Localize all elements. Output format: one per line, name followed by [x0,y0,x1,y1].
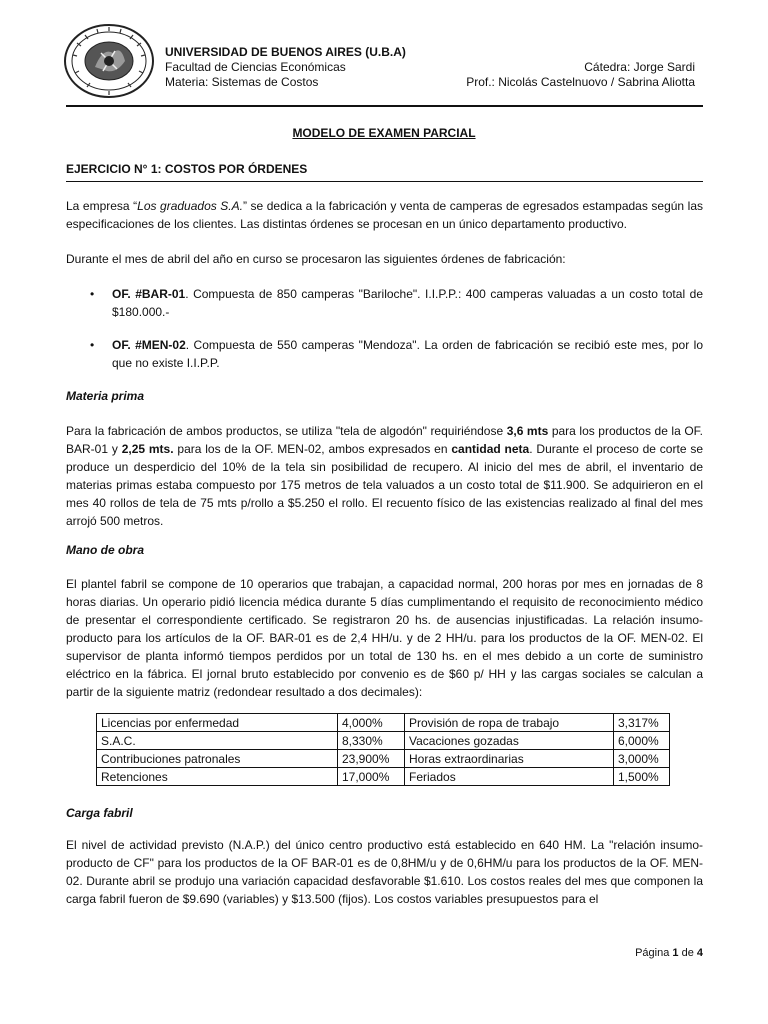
intro-text-end: ” se dedica a la fabricación y venta de camperas de egresados estampadas según las especificaciones de los clientes. Las distintas órdenes se procesan en un único departamento productivo. [66,199,703,231]
intro-paragraph [66,197,703,233]
table-cell: Contribuciones patronales [97,750,338,768]
bold-fragment: cantidad neta [451,442,530,456]
intro-text-start: La empresa “ [66,199,138,213]
section-heading-materia-prima: Materia prima [66,389,145,403]
subject-name: Materia: Sistemas de Costos [165,75,319,89]
page-number-footer [635,947,703,959]
total-pages-number: 4 [696,947,703,959]
footer-label: Página [635,947,673,959]
text-fragment: Para la fabricación de ambos productos, se utiliza "tela de algodón" requiriéndose [66,424,507,438]
text-fragment: . Durante el proceso de corte se produce un desperdicio del 10% de la tela sin posibilidad de recupero. Al inicio del mes de abril, el inventario de materias primas estaba compuesto por 175 metros de tela valuados a un costo total de $11.900. Se adquirieron en el mes 40 rollos de tela de 75 mts p/rollo a $5.250 el rollo. El recuento físico de las existencias realizado al final del mes arrojó 500 metros. [66,442,703,528]
university-seal-logo [63,23,155,99]
current-page-number: 1 [672,947,679,959]
table-cell: Provisión de ropa de trabajo [405,714,614,732]
order-code: OF. #BAR-01 [112,287,186,301]
table-cell: 4,000% [338,714,405,732]
exam-title: MODELO DE EXAMEN PARCIAL [292,126,476,140]
order-item [112,336,703,372]
exercise-title: EJERCICIO N° 1: COSTOS POR ÓRDENES [66,162,308,176]
section-heading-carga-fabril: Carga fabril [66,806,133,820]
table-cell: Retenciones [97,768,338,786]
table-cell: 6,000% [614,732,670,750]
table-cell: 23,900% [338,750,405,768]
company-name: Los graduados S.A. [137,199,243,213]
table-cell: Horas extraordinarias [405,750,614,768]
table-row [97,750,670,768]
table-row [97,768,670,786]
order-description: . Compuesta de 550 camperas "Mendoza". La orden de fabricación se recibió este mes, por lo que no existe I.I.P.P. [112,338,703,370]
table-cell: Feriados [405,768,614,786]
text-fragment: para los de la OF. MEN-02, ambos expresados en [173,442,452,456]
chair-name: Cátedra: Jorge Sardi [584,60,695,74]
table-cell: 1,500% [614,768,670,786]
table-cell: 3,317% [614,714,670,732]
section-heading-mano-de-obra: Mano de obra [66,543,145,557]
bullet-icon: • [90,338,95,352]
table-row [97,714,670,732]
header-divider [66,105,703,107]
university-name: UNIVERSIDAD DE BUENOS AIRES (U.B.A) [165,45,406,59]
table-cell: S.A.C. [97,732,338,750]
table-cell: 3,000% [614,750,670,768]
professors-names: Prof.: Nicolás Castelnuovo / Sabrina Aliotta [466,75,695,89]
carga-fabril-paragraph: El nivel de actividad previsto (N.A.P.) del único centro productivo está establecido en 640 HM. La "relación insumo-producto de CF" para los productos de la OF BAR-01 es de 0,8HM/u y de 0,6HM/u para los productos de la OF. MEN-02. Durante abril se produjo una variación capacidad desfavorable $1.610. Los costos reales del mes que componen la carga fabril fueron de $9.690 (variables) y $13.500 (fijos). Los costos variables presupuestos para el [66,838,703,906]
faculty-name: Facultad de Ciencias Económicas [165,60,346,74]
bold-fragment: 2,25 mts. [121,442,174,456]
social-charges-table [96,713,670,786]
order-code: OF. #MEN-02 [112,338,186,352]
exercise-divider [66,181,703,182]
order-item [112,285,703,321]
materia-prima-paragraph [66,422,703,530]
text-fragment: para los productos de la OF. BAR-01 y [66,424,703,456]
bold-fragment: 3,6 mts [506,424,549,438]
order-description: . Compuesta de 850 camperas "Bariloche". I.I.P.P.: 400 camperas valuadas a un costo total de $180.000.- [112,287,703,319]
bullet-icon: • [90,287,95,301]
table-cell: 17,000% [338,768,405,786]
mano-de-obra-paragraph: El plantel fabril se compone de 10 operarios que trabajan, a capacidad normal, 200 horas por mes en jornadas de 8 horas diarias. Un operario pidió licencia médica durante 5 días cumplimentando el requisito de reconocimiento médico de presentar el correspondiente certificado. Se registraron 20 hs. de ausencias injustificadas. La relación insumo-producto para los artículos de la OF. BAR-01 es de 2,4 HH/u. y de 2 HH/u. para los productos de la OF. MEN-02. El supervisor de planta informó tiempos perdidos por un total de 130 hs. en el mes debido a un corte de suministro eléctrico en la fábrica. El jornal bruto establecido por convenio es de $60 p/ HH y las cargas sociales se calculan a partir de la siguiente matriz (redondear resultado a dos decimales): [66,577,703,699]
orders-intro-paragraph: Durante el mes de abril del año en curso se procesaron las siguientes órdenes de fabricación: [66,252,566,266]
table-row [97,732,670,750]
table-cell: 8,330% [338,732,405,750]
table-cell: Vacaciones gozadas [405,732,614,750]
table-cell: Licencias por enfermedad [97,714,338,732]
footer-separator: de [678,947,697,959]
